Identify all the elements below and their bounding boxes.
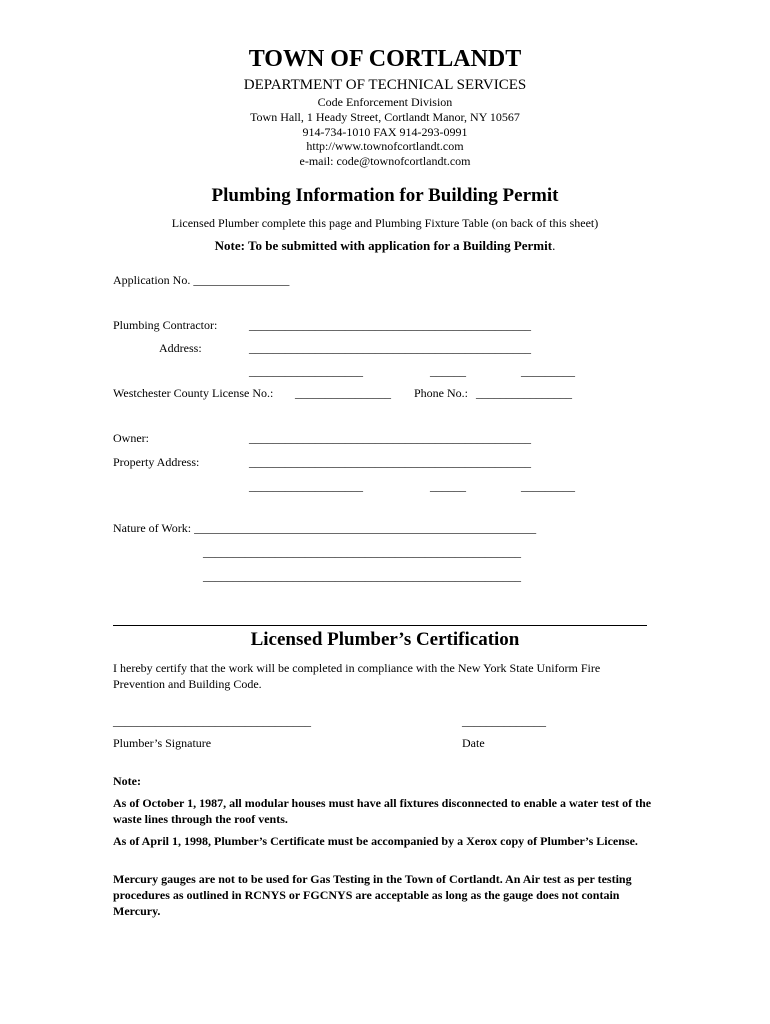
date-label: Date: [462, 736, 485, 750]
town-title: TOWN OF CORTLANDT: [248, 46, 522, 72]
phone-no-label: Phone No.:: [414, 386, 468, 400]
contractor-city-field[interactable]: ___________________: [249, 364, 363, 378]
property-address-label: Property Address:: [113, 455, 200, 469]
section-divider: [113, 625, 647, 626]
submission-note: [0, 238, 770, 254]
signature-line[interactable]: _________________________________: [113, 714, 311, 728]
notes-heading: Note:: [113, 774, 141, 788]
nature-of-work-field[interactable]: Nature of Work: _________________________________________________________: [113, 521, 537, 535]
division-name: Code Enforcement Division: [317, 95, 453, 109]
property-city-field[interactable]: ___________________: [249, 479, 363, 493]
note-modular-houses: As of October 1, 1987, all modular houses must have all fixtures disconnected to enable a water test of the waste lines through the roof vents.: [113, 796, 652, 826]
nature-of-work-line-3[interactable]: _____________________________________________________: [203, 569, 521, 583]
property-zip-field[interactable]: _________: [521, 479, 575, 493]
application-no-field[interactable]: Application No. ________________: [113, 273, 290, 287]
contractor-state-field[interactable]: ______: [430, 364, 466, 378]
owner-field[interactable]: _______________________________________________: [249, 431, 531, 445]
license-no-field[interactable]: ________________: [295, 386, 391, 400]
signature-label: Plumber’s Signature: [113, 736, 212, 750]
submission-note-text: Note: To be submitted with application for a Building Permit: [214, 238, 553, 253]
property-address-field[interactable]: _______________________________________________: [249, 455, 531, 469]
note-plumbers-certificate: As of April 1, 1998, Plumber’s Certificate must be accompanied by a Xerox copy of Plumber’s License.: [113, 834, 638, 848]
contractor-address-field[interactable]: _______________________________________________: [249, 341, 531, 355]
email: e-mail: code@townofcortlandt.com: [299, 154, 471, 168]
license-no-label: Westchester County License No.:: [113, 386, 274, 400]
town-hall-address: Town Hall, 1 Heady Street, Cortlandt Manor, NY 10567: [250, 110, 520, 124]
form-instruction: Licensed Plumber complete this page and Plumbing Fixture Table (on back of this sheet): [171, 216, 599, 230]
phone-fax: 914-734-1010 FAX 914-293-0991: [302, 125, 468, 139]
form-title: Plumbing Information for Building Permit: [211, 185, 559, 206]
plumbing-contractor-label: Plumbing Contractor:: [113, 318, 218, 332]
submission-note-period: .: [552, 238, 556, 253]
contractor-address-label: Address:: [159, 341, 202, 355]
plumbing-contractor-field[interactable]: _______________________________________________: [249, 318, 531, 332]
nature-of-work-line-2[interactable]: _____________________________________________________: [203, 545, 521, 559]
certification-title: Licensed Plumber’s Certification: [250, 629, 520, 650]
date-line[interactable]: ______________: [462, 714, 546, 728]
certification-statement: I hereby certify that the work will be completed in compliance with the New York State Uniform Fire Prevention and Building Code.: [113, 661, 601, 691]
owner-label: Owner:: [113, 431, 149, 445]
website: http://www.townofcortlandt.com: [306, 139, 464, 153]
property-state-field[interactable]: ______: [430, 479, 466, 493]
note-mercury-gauges: Mercury gauges are not to be used for Gas Testing in the Town of Cortlandt. An Air test as per testing procedures as outlined in RCNYS or FGCNYS are acceptable as long as the gauge does not contain Mercury.: [113, 872, 632, 918]
phone-no-field[interactable]: ________________: [476, 386, 572, 400]
department-name: DEPARTMENT OF TECHNICAL SERVICES: [243, 77, 527, 93]
contractor-zip-field[interactable]: _________: [521, 364, 575, 378]
